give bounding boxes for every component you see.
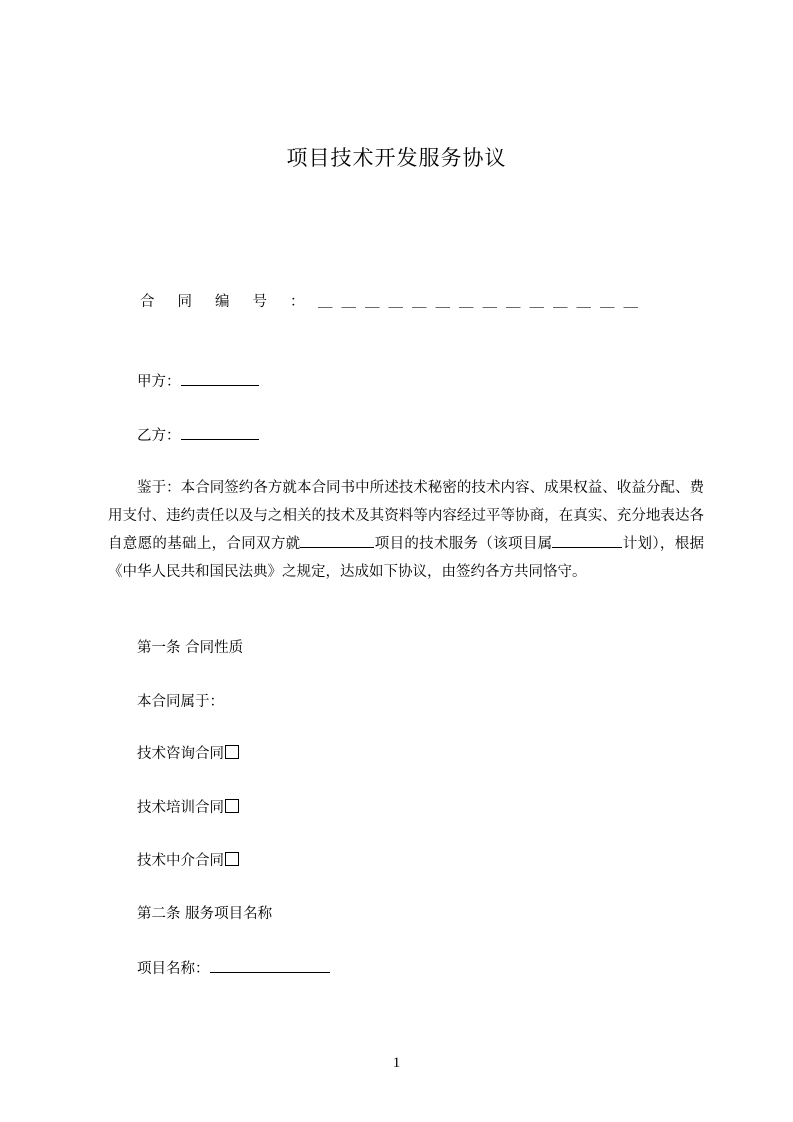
project-blank: [300, 533, 374, 548]
checkbox[interactable]: [225, 799, 239, 813]
article-1-intro: 本合同属于：: [137, 694, 224, 710]
project-name-blank: [210, 958, 330, 973]
project-name-label: 项目名称：: [137, 961, 210, 977]
project-name-line: [137, 958, 330, 979]
option-intermediary: [137, 851, 239, 871]
contract-number-blank: ＿＿＿＿＿＿＿＿＿＿＿＿＿＿: [318, 294, 647, 310]
checkbox[interactable]: [225, 745, 239, 759]
contract-number-line: [140, 292, 647, 312]
party-a-blank: [181, 371, 259, 386]
whereas-text-3: 计划），根据《中华人民共和国民法典》之规定，达成如下协议，由签约各方共同恪守。: [108, 536, 705, 580]
checkbox[interactable]: [225, 852, 239, 866]
article-2-heading: 第二条 服务项目名称: [137, 906, 273, 922]
option-label: 技术中介合同: [137, 853, 224, 869]
party-b-label: 乙方：: [137, 428, 181, 444]
party-a-label: 甲方：: [137, 374, 181, 390]
article-1-heading: 第一条 合同性质: [137, 640, 244, 656]
plan-blank: [552, 533, 622, 548]
party-b-blank: [181, 425, 259, 440]
whereas-paragraph: [108, 474, 704, 586]
option-training: [137, 798, 239, 818]
party-b-line: [137, 425, 259, 446]
document-title: 项目技术开发服务协议: [286, 146, 507, 170]
option-consulting: [137, 744, 239, 764]
contract-number-label: 合同编号：: [140, 294, 328, 310]
party-a-line: [137, 371, 259, 392]
page-number: 1: [392, 1055, 401, 1071]
option-label: 技术培训合同: [137, 800, 224, 816]
whereas-text-1: 鉴于：本合同签约各方就本合同书中所述技术秘密的技术内容、成果权益、收益分配、费用支付、违约责任以及与之相关的技术及其资料等内容经过平等协商，在真实、充分地表达各自意愿的基础上，合同双方就: [108, 480, 704, 552]
whereas-text-2: 项目的技术服务（该项目属: [374, 536, 553, 552]
option-label: 技术咨询合同: [137, 746, 224, 762]
